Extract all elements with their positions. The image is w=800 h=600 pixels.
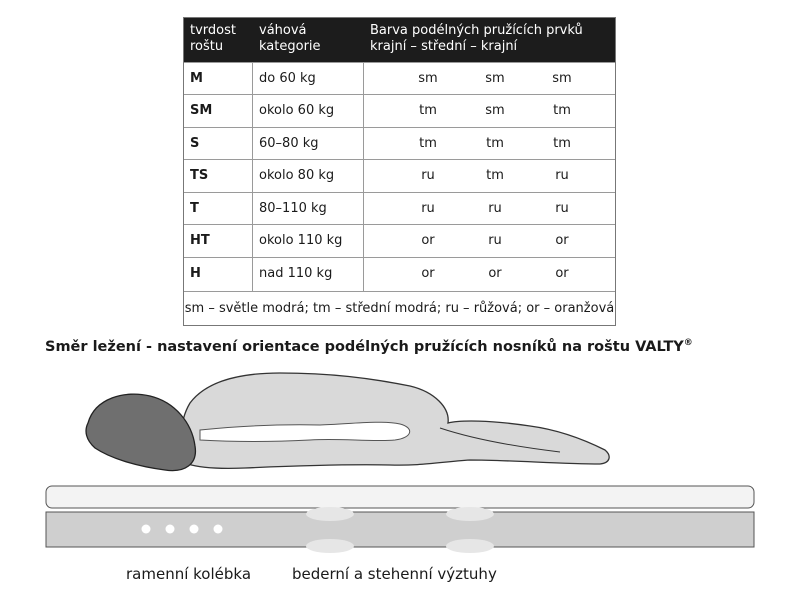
cell-color-outer-left: ru bbox=[421, 168, 435, 183]
cell-hardness: TS bbox=[190, 168, 209, 183]
shoulder-dot bbox=[142, 525, 151, 534]
cell-color-middle: ru bbox=[488, 201, 502, 216]
header-hardness bbox=[190, 23, 236, 55]
cell-color-outer-left: or bbox=[421, 233, 435, 248]
cell-color-outer-left: sm bbox=[418, 71, 438, 86]
header-hardness-line2: roštu bbox=[190, 39, 224, 54]
table-row bbox=[184, 127, 615, 160]
support-pad bbox=[306, 507, 354, 521]
cell-hardness: T bbox=[190, 201, 199, 216]
table-row bbox=[184, 62, 615, 95]
cell-hardness: H bbox=[190, 266, 201, 281]
label-hip-thigh-supports: bederní a stehenní výztuhy bbox=[292, 565, 497, 583]
cell-weight: 60–80 kg bbox=[259, 136, 319, 151]
support-pad bbox=[446, 539, 494, 553]
caption-text: Směr ležení - nastavení orientace podélných pružících nosníků na roštu VALTY bbox=[45, 338, 684, 355]
cell-color-outer-right: or bbox=[555, 266, 569, 281]
table-row bbox=[184, 159, 615, 192]
cell-color-middle: or bbox=[488, 266, 502, 281]
cell-hardness: M bbox=[190, 71, 203, 86]
slatted-base bbox=[46, 512, 754, 547]
cell-color-middle: ru bbox=[488, 233, 502, 248]
cell-color-outer-right: tm bbox=[553, 136, 571, 151]
cell-hardness: HT bbox=[190, 233, 210, 248]
person-body-outline bbox=[182, 373, 610, 468]
hardness-table bbox=[183, 17, 616, 326]
registered-mark: ® bbox=[683, 338, 693, 348]
cell-weight: do 60 kg bbox=[259, 71, 316, 86]
section-caption bbox=[45, 338, 693, 355]
cell-color-outer-left: or bbox=[421, 266, 435, 281]
cell-color-middle: sm bbox=[485, 71, 505, 86]
cell-color-outer-right: sm bbox=[552, 71, 572, 86]
cell-color-outer-left: tm bbox=[419, 136, 437, 151]
cell-color-outer-right: or bbox=[555, 233, 569, 248]
mattress bbox=[46, 486, 754, 508]
cell-weight: okolo 60 kg bbox=[259, 103, 335, 118]
header-colors bbox=[370, 23, 583, 55]
support-pad bbox=[306, 539, 354, 553]
cell-weight: okolo 110 kg bbox=[259, 233, 343, 248]
shoulder-dot bbox=[166, 525, 175, 534]
shoulder-dot bbox=[214, 525, 223, 534]
header-hardness-line1: tvrdost bbox=[190, 23, 236, 38]
cell-hardness: SM bbox=[190, 103, 213, 118]
cell-color-middle: tm bbox=[486, 168, 504, 183]
header-weight-line2: kategorie bbox=[259, 39, 321, 54]
cell-color-outer-right: tm bbox=[553, 103, 571, 118]
cell-hardness: S bbox=[190, 136, 200, 151]
table-row bbox=[184, 224, 615, 257]
cell-color-middle: sm bbox=[485, 103, 505, 118]
table-row bbox=[184, 257, 615, 290]
support-pad bbox=[446, 507, 494, 521]
cell-color-middle: tm bbox=[486, 136, 504, 151]
cell-weight: 80–110 kg bbox=[259, 201, 327, 216]
cell-weight: nad 110 kg bbox=[259, 266, 333, 281]
header-weight-line1: váhová bbox=[259, 23, 307, 38]
label-shoulder-cradle: ramenní kolébka bbox=[126, 565, 252, 583]
header-colors-line2: krajní – střední – krajní bbox=[370, 39, 518, 54]
header-weight bbox=[259, 23, 321, 55]
table-row bbox=[184, 94, 615, 127]
head-hair bbox=[86, 394, 195, 470]
table-header bbox=[184, 18, 615, 62]
bed-base-illustration bbox=[40, 368, 760, 558]
cell-weight: okolo 80 kg bbox=[259, 168, 335, 183]
cell-color-outer-right: ru bbox=[555, 201, 569, 216]
cell-color-outer-left: tm bbox=[419, 103, 437, 118]
cell-color-outer-left: ru bbox=[421, 201, 435, 216]
header-colors-line1: Barva podélných pružících prvků bbox=[370, 23, 583, 38]
cell-color-outer-right: ru bbox=[555, 168, 569, 183]
color-legend: sm – světle modrá; tm – střední modrá; ru – růžová; or – oranžová bbox=[184, 291, 615, 326]
shoulder-dot bbox=[190, 525, 199, 534]
table-row bbox=[184, 192, 615, 225]
